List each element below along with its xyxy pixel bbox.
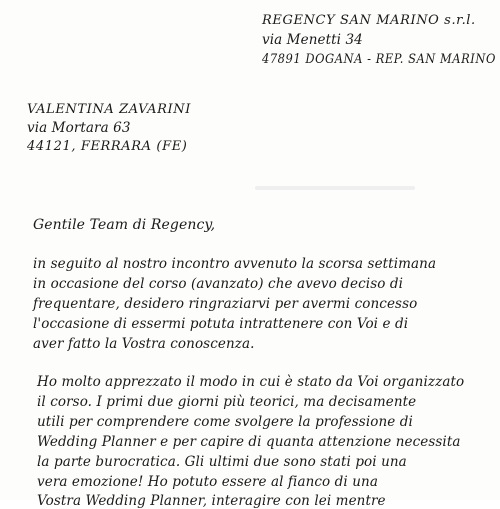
- paragraph2-line: Ho molto apprezzato il modo in cui è stato da Voi organizzato: [37, 374, 465, 390]
- paragraph2-line: vera emozione! Ho potuto essere al fianco di una: [37, 474, 378, 490]
- paragraph2-line: Vostra Wedding Planner, interagire con lei mentre: [37, 493, 386, 509]
- sender-name: REGENCY SAN MARINO s.r.l.: [262, 13, 476, 28]
- paper-smudge: [255, 186, 415, 190]
- recipient-street: via Mortara 63: [27, 120, 131, 136]
- paragraph1-line: frequentare, desidero ringraziarvi per avermi concesso: [33, 296, 418, 312]
- recipient-name: VALENTINA ZAVARINI: [27, 102, 191, 117]
- sender-street: via Menetti 34: [262, 32, 363, 48]
- sender-city: 47891 DOGANA - REP. SAN MARINO: [262, 52, 496, 67]
- paragraph1-line: in occasione del corso (avanzato) che avevo deciso di: [33, 276, 403, 292]
- paragraph2-line: la parte burocratica. Gli ultimi due sono stati poi una: [37, 454, 407, 470]
- paragraph2-line: utili per comprendere come svolgere la professione di: [37, 414, 413, 430]
- recipient-city: 44121, FERRARA (FE): [27, 139, 188, 154]
- paragraph1-line: l'occasione di essermi potuta intrattenere con Voi e di: [33, 316, 409, 332]
- paragraph1-line: aver fatto la Vostra conoscenza.: [33, 336, 255, 352]
- paragraph2-line: Wedding Planner e per capire di quanta attenzione necessita: [37, 434, 461, 450]
- paragraph2-line: il corso. I primi due giorni più teorici, ma decisamente: [37, 394, 417, 410]
- salutation: Gentile Team di Regency,: [33, 217, 216, 233]
- paragraph1-line: in seguito al nostro incontro avvenuto la scorsa settimana: [33, 256, 437, 272]
